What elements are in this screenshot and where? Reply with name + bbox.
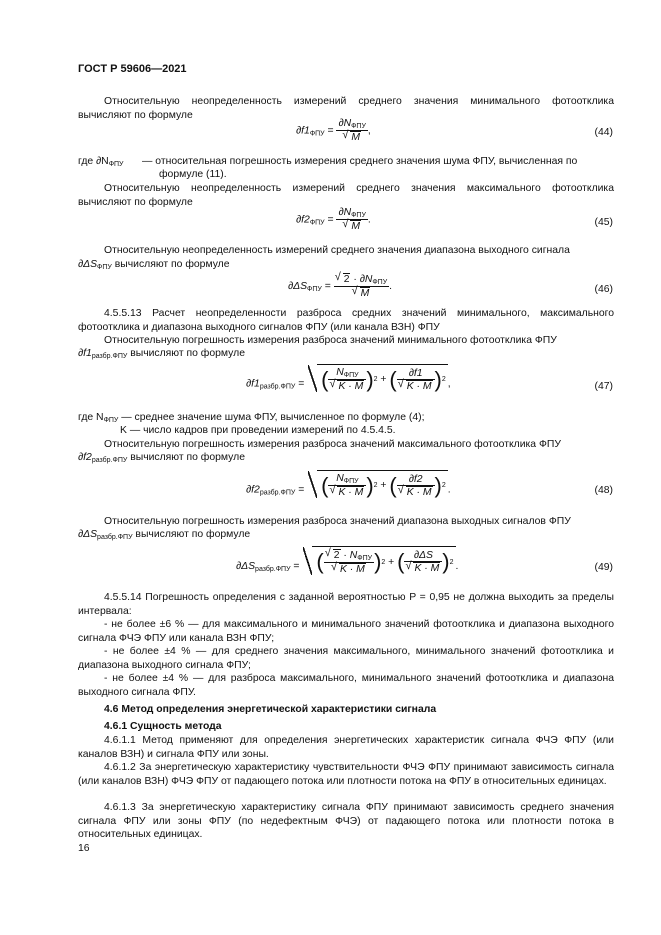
where-clause: K — число кадров при проведении измерений по 4.5.4.5. — [120, 425, 396, 436]
equation-48: $\partial f2_{разбр.ФПУ}$ = ( $N_{ФПУ}$ √ K · M ) 2 + ( ∂f2 √ K · M ) 2 . — [246, 470, 451, 498]
paragraph: Относительную погрешность измерения разброса значений максимального фотоотклика ФПУ — [104, 439, 561, 450]
page-number: 16 — [78, 843, 90, 854]
section-heading: 4.6 Метод определения энергетической характеристики сигнала — [104, 704, 437, 715]
paragraph-cont: $\partial f2_{разбр.ФПУ}$ вычисляют по формуле — [78, 452, 245, 464]
paragraph: Относительную неопределенность измерений среднего значения минимального фотоотклика вычисляют по формуле — [78, 96, 614, 121]
equation-number: (47) — [594, 381, 613, 392]
where-clause: где $\partial N_{ФПУ}$ — [78, 156, 124, 168]
paragraph: 4.6.1.2 За энергетическую характеристику чувствительности ФЧЭ ФПУ принимают зависимость сигнала (или каналов ВЗН) ФЧЭ ФПУ от падающего потока или плотности потока на ФПУ в относительных единицах. — [78, 762, 614, 787]
where-clause-cont: формуле (11). — [159, 169, 227, 180]
paragraph: Относительную неопределенность измерений среднего значения диапазона выходного сигнала — [104, 245, 570, 256]
paragraph-cont: $\partial\Delta S_{ФПУ}$ вычисляют по формуле — [78, 259, 230, 271]
paragraph: Относительную неопределенность измерений среднего значения максимального фотоотклика вычисляют по формуле — [78, 183, 614, 208]
equation-number: (46) — [594, 284, 613, 295]
paragraph: 4.5.5.13 Расчет неопределенности разброса средних значений минимального, максимального фотоотклика и диапазона выходного сигналов ФПУ (или канала ВЗН) ФПУ — [78, 308, 614, 333]
list-item: - не более ±6 % — для максимального и минимального значений фотоотклика и диапазона выходного сигнала ФЧЭ ФПУ или канала ВЗН ФПУ; — [78, 619, 614, 644]
equation-number: (44) — [594, 127, 613, 138]
list-item: - не более ±4 % — для разброса максимального, минимального значений фотоотклика и диапазона выходного сигнала ФПУ. — [78, 673, 614, 698]
subsection-heading: 4.6.1 Сущность метода — [104, 721, 222, 732]
equation-49: $\partial\Delta S_{разбр.ФПУ}$ = ( √ $2 \cdot N_{ФПУ}$ √ K · M ) 2 + ( ∂ΔS √ K · M ) 2 . — [236, 546, 458, 575]
paragraph: 4.5.5.14 Погрешность определения с заданной вероятностью P = 0,95 не должна выходить за пределы интервала: — [78, 592, 614, 617]
equation-46: $\partial\Delta S_{ФПУ}$ = √ $2 \cdot \partial N_{ФПУ}$ √ M . — [288, 273, 392, 299]
list-item: - не более ±4 % — для среднего значения максимального, минимального значений фотоотклика и диапазона выходного сигнала ФПУ; — [78, 646, 614, 671]
paragraph-cont: $\partial\Delta S_{разбр.ФПУ}$ вычисляют по формуле — [78, 529, 251, 541]
paragraph: Относительную погрешность измерения разброса значений минимального фотоотклика ФПУ — [104, 335, 557, 346]
document-header: ГОСТ Р 59606—2021 — [78, 63, 187, 75]
equation-47: $\partial f1_{разбр.ФПУ}$ = ( $N_{ФПУ}$ √ K · M ) 2 + ( ∂f1 √ K · M ) 2 , — [246, 364, 451, 392]
where-clause: где $N_{ФПУ}$ — среднее значение шума ФПУ, вычисленное по формуле (4); — [78, 412, 425, 424]
equation-44: $\partial f1_{ФПУ}$ = $\partial N_{ФПУ}$ √ M , — [296, 118, 371, 143]
paragraph: 4.6.1.3 За энергетическую характеристику сигнала ФПУ принимают зависимость среднего значения сигнала ФПУ или зоны ФПУ (по недефектным ФЧЭ) от падающего потока или плотности потока в относительных единицах. — [78, 802, 614, 840]
where-clause-text: — относительная погрешность измерения среднего значения шума ФПУ, вычисленная по — [142, 156, 578, 167]
equation-number: (48) — [594, 485, 613, 496]
paragraph-cont: $\partial f1_{разбр.ФПУ}$ вычисляют по формуле — [78, 348, 245, 360]
paragraph: 4.6.1.1 Метод применяют для определения энергетических характеристик сигнала ФЧЭ ФПУ (или каналов ВЗН) и сигнала ФПУ или зоны. — [78, 735, 614, 760]
equation-45: $\partial f2_{ФПУ}$ = $\partial N_{ФПУ}$ √ M . — [296, 207, 371, 232]
equation-number: (45) — [594, 217, 613, 228]
paragraph: Относительную погрешность измерения разброса значений диапазона выходных сигналов ФПУ — [104, 516, 571, 527]
equation-number: (49) — [594, 562, 613, 573]
